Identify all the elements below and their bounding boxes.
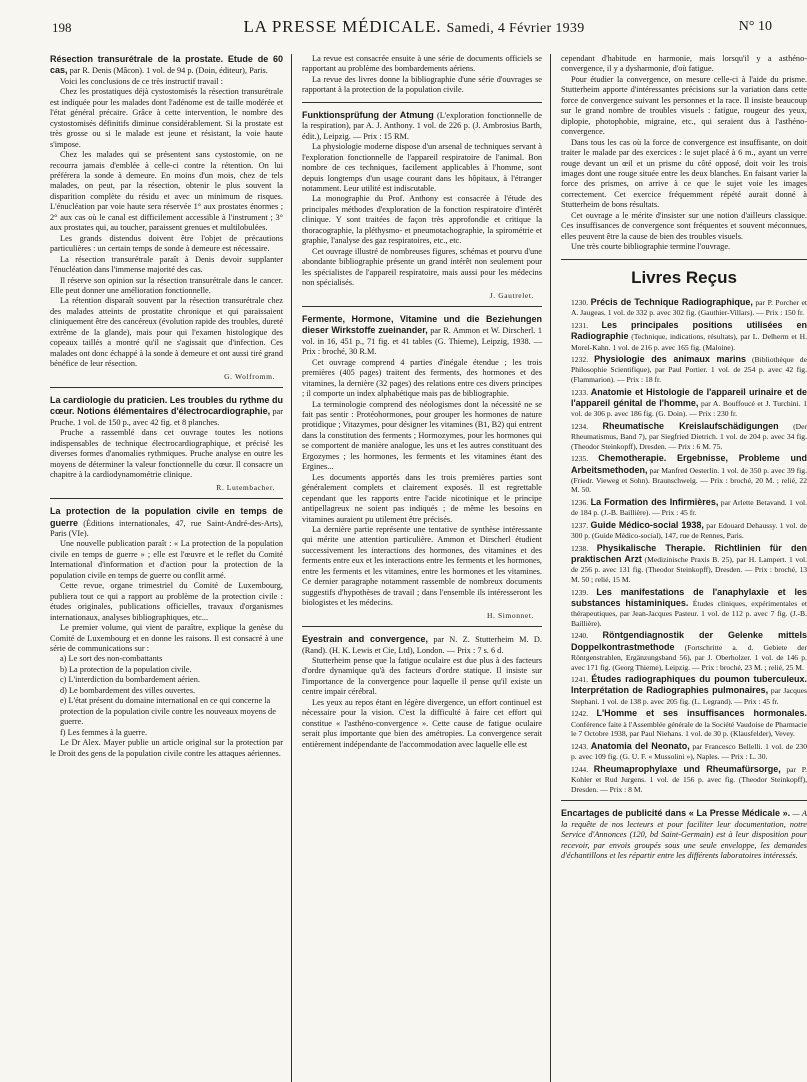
review-title: Résection transurétrale de la prostate. Etude de 60 cas,: [50, 54, 283, 76]
issue-number: N° 10: [738, 19, 772, 34]
book-details: Conférence faite à l'Assemblée générale de la Société Vaudoise de Pharmacie le 7 Octobre 1938, par Paul Niehans. 1 vol. de 30 p. (Klausfelder), Vevey.: [571, 719, 807, 739]
review-eyestrain: [302, 634, 542, 750]
book-title: Les manifestations de l'anaphylaxie et les substances histaminiques.: [571, 586, 807, 608]
column-2: [302, 54, 551, 1082]
review-paragraph: Une nouvelle publication paraît : « La protection de la population civile en temps de guerre » ; elle est l'œuvre et le reflet du Comité International d'information et d'action pour la protection de la population civile en temps de guerre ou conflit armé.: [50, 539, 283, 580]
section-divider: [302, 626, 542, 627]
book-entry: [561, 587, 807, 629]
review-citation: par R. Ammon et W. Dirscherl. 1 vol. in 16, 451 p., 71 fig. et 41 tables (G. Thieme), Leipzig, 1938. — Prix : broché, 30 R.M.: [302, 326, 542, 357]
list-item: d) Le bombardement des villes ouvertes.: [60, 685, 196, 695]
review-paragraph: Pour étudier la convergence, on mesure celle-ci à l'aide du prisme. Stutterheim apporte d'intéressantes précisions sur la variation dans cette force de convergence suivant les personnes et la race. Il insiste beaucoup sur le grand nombre de troubles visuels : fatigue, rougeur des yeux, diplopie, photophobie, migraine, etc., qui seraient dus à l'asthéno-convergence.: [561, 74, 807, 137]
notice-title: Encartages de publicité dans « La Presse Médicale ».: [561, 808, 791, 819]
book-title: Rheumaprophylaxe und Rheumafürsorge,: [593, 763, 781, 774]
masthead: [50, 14, 778, 42]
review-paragraph: Cet ouvrage a le mérite d'insister sur une notion d'ailleurs classique. Ces insuffisances de convergence sont fréquentes et souvent méconnues, elles peuvent être la cause de bien des troubles visuels.: [561, 210, 807, 241]
list-item: b) La protection de la population civile.: [60, 664, 192, 674]
book-details: par Manfred Oesterlin. 1 vol. de 350 p. avec 39 fig. (Friedr. Vieweg et Sohn). Braunschweig. — Prix : broché, 20 M. ; relié, 22 M. 50.: [571, 465, 807, 495]
book-details: (Der Rheumatismus, Band 7), par Siegfried Dietrich. 1 vol. de 204 p. avec 34 fig. (Theodor Steinkopff), Dresden. — Prix : 6 M. 75.: [571, 421, 807, 451]
book-title: La Formation des Infirmières,: [590, 497, 719, 508]
review-atmung: [302, 110, 542, 300]
book-title: Anatomia del Neonato,: [590, 740, 690, 751]
review-protection-civile-cont: [302, 54, 542, 96]
book-number: 1243.: [571, 741, 589, 751]
book-title: Précis de Technique Radiographique,: [590, 297, 753, 308]
column-3: [561, 54, 807, 1082]
review-citation: par Pruche. 1 vol. de 150 p., avec 42 fig. et 8 planches.: [50, 407, 283, 427]
section-divider: [561, 800, 807, 801]
book-entry: [561, 387, 807, 419]
review-eyestrain-cont: [561, 54, 807, 253]
list-item: c) L'interdiction du bombardement aérien.: [60, 675, 200, 685]
review-paragraph: La résection transurétrale paraît à Denis devoir supplanter l'énucléation dans l'immense majorité des cas.: [50, 254, 283, 275]
review-paragraph: Les grands distendus doivent être l'objet de précautions particulières : un certain temps de sonde à demeure est nécessaire.: [50, 233, 283, 254]
list-item: f) Les femmes à la guerre.: [60, 727, 148, 737]
book-title: Chemotherapie. Ergebnisse, Probleme und Arbeitsmethoden,: [571, 453, 807, 475]
book-number: 1232.: [571, 355, 589, 365]
list-item: a) Le sort des non-combattants: [60, 654, 163, 664]
review-title: La protection de la population civile en temps de guerre: [50, 506, 283, 528]
book-details: par Jacques Stephani. 1 vol. de 138 p. avec 205 fig. (L. Legrand). — Prix : 45 fr.: [571, 686, 807, 706]
review-paragraph: La revue est consacrée ensuite à une série de documents officiels se rapportant au problème des bombardements aériens.: [302, 54, 542, 74]
book-details: (Bibliothèque de Philosophie Scientifique), par Paul Portier. 1 vol. de 254 p. avec 42 fig. (Flammarion). — Prix : 18 fr.: [571, 355, 807, 385]
column-1: [50, 54, 292, 1082]
review-paragraph: La monographie du Prof. Anthony est consacrée à l'étude des principales méthodes d'exploration de la fonction respiratoire d'intérêt clinique. Y sont traitées de façon très approfondie et critique la thoracographie, la pléthysmo- et pneumotachographie, la spirométrie et graphie, l'analyse des gaz respiratoires, etc., etc.: [302, 194, 542, 246]
section-divider: [302, 306, 542, 307]
book-details: (Fortschritte a. d. Gebiete der Röntgenstrahlen, Ergänzungsband 56), par J. Oberholzer. 1 vol. de 146 p. avec 171 fig. (Georg Thieme), Leipzig. — Prix : broché, 23 M. ; relié, 25 M.: [571, 642, 807, 672]
book-title: Guide Médico-social 1938,: [590, 519, 704, 530]
book-entry: [561, 453, 807, 495]
livres-recus-heading: Livres Reçus: [631, 267, 737, 287]
book-title: Études radiographiques du poumon tuberculeux. Interprétation de Radiographies pulmonaires,: [571, 674, 807, 696]
book-title: Rheumatische Kreislaufschädigungen: [602, 420, 779, 431]
book-title: L'Homme et ses insuffisances hormonales.: [596, 708, 807, 719]
review-title: Funktionsprüfung der Atmung: [302, 109, 434, 120]
review-paragraph: Le premier volume, qui vient de paraître, explique la genèse du Comité de Luxembourg et en donne les raisons. Il est consacré à une série de communications sur :: [50, 623, 283, 653]
book-entry: [561, 764, 807, 794]
books-received-list: [561, 297, 807, 794]
review-paragraph: Il réserve son opinion sur la résection transurétrale dans le cancer. Elle peut donner une amélioration fonctionnelle.: [50, 275, 283, 295]
book-entry: [561, 354, 807, 384]
book-number: 1233.: [571, 387, 589, 397]
book-title: Röntgendiagnostik der Gelenke mittels Doppelkontrastmethode: [571, 630, 807, 652]
review-paragraph: Voici les conclusions de ce très instructif travail :: [60, 76, 223, 86]
list-item: e) L'état présent du domaine international en ce qui concerne la protection de la population civile contre les nouveaux moyens de guerre.: [60, 696, 276, 727]
review-paragraph: La rétention disparaît souvent par la résection transurétrale chez des malades atteints de prostatite chronique et qui paraissaient cliniquement être des cancéreux (évolution rapide des troubles, dureté extrême de la glande), mais pour qui l'examen histologique des copeaux taillés a montré qu'il ne s'agissait que d'infection. Ces malades ont donc échappé à la sonde à demeure et ont aussi tiré grand bénéfice de leur résection.: [50, 296, 283, 369]
book-details: par P. Kohler et Rud Jurgens. 1 vol. de 156 p. avec fig. (Theodor Steinkopff), Dresden. — Prix : 8 M.: [571, 764, 807, 794]
review-paragraph: Une très courte bibliographie termine l'ouvrage.: [571, 242, 731, 252]
review-citation: (L'exploration fonctionnelle de la respiration), par A. J. Anthony. 1 vol. de 226 p. (J. Ambrosius Barth, édit.), Leipzig. — Prix : 15 RM.: [302, 110, 542, 141]
section-divider: [561, 259, 807, 260]
book-number: 1244.: [571, 764, 589, 774]
book-details: par A. Bouffoucé et J. Turchini. 1 vol. de 306 p. avec 186 fig. (G. Doin). — Prix : 230 fr.: [571, 398, 807, 419]
reviewer-signature: H. Simonnet.: [487, 610, 534, 620]
section-divider: [302, 102, 542, 103]
book-number: 1240.: [571, 631, 589, 641]
reviewer-signature: G. Wolfromm.: [224, 371, 275, 381]
review-paragraph: La terminologie comprend des néologismes dont la nécessité ne se fait pas sentir : Protéohormones, pour grouper les hormones de nature protidique ; Vitazymes, pour désigner les vitamines (B1, B2) qui entrent dans la constitution des ferments ; Hormozymes, pour les hormones qui se comportent de manière analogue, les uns et les autres constituant des Ergozymes ; les hormones, les ferments et les vitamines étant des Ergines...: [302, 399, 542, 472]
book-number: 1238.: [571, 543, 589, 553]
reviewer-signature: J. Gautrelet.: [489, 290, 534, 300]
review-title: Eyestrain and convergence,: [302, 634, 429, 645]
review-paragraph: Les documents apportés dans les trois premières parties sont généralement complets et clairement exposés. Il est regrettable cependant que les rapports entre l'acide nicotinique et le principe antipellagreux ne soient pas indiqués ; de même les besoins en vitamines auraient pu utilement être précisés.: [302, 472, 542, 524]
book-title: Physikalische Therapie. Richtlinien für den praktischen Arzt: [571, 542, 807, 565]
section-divider: [50, 387, 283, 388]
book-number: 1230.: [571, 298, 589, 308]
book-number: 1236.: [571, 498, 589, 508]
book-number: 1242.: [571, 709, 589, 719]
review-paragraph: Les yeux au repos étant en légère divergence, un effort continuel est nécessaire pour la vision. C'est la difficulté à faire cet effort qui constitue « l'asthéno-convergence ». Cette cause de fatigue oculaire serait plus importante que bien des amétropies. La convergence serait entièrement indépendante de l'accommodation avec laquelle elle est: [302, 697, 542, 749]
book-details: par Edouard Dehaussy. 1 vol. de 300 p. (Guide Médico-social), 147, rue de Rennes, Paris.: [571, 520, 807, 541]
book-number: 1241.: [571, 675, 589, 685]
review-paragraph: La dernière partie représente une tentative de synthèse intéressante qui mérite une attention particulière. Ammon et Dirscherl étudient successivement les interactions des hormones, des vitamines et des ferments entre eux et les interactions entre les ferments et les hormones, entre les ferments et les vitamines, entre les hormones et les vitamines. Ce dernier paragraphe notamment rassemble de nombreux documents suggestifs d'hypothèses de travail ; dans l'ensemble ils intéresseront les biologistes et les médecins.: [302, 525, 542, 608]
book-number: 1231.: [571, 320, 589, 330]
book-entry: [561, 320, 807, 352]
review-paragraph: cependant d'habitude en harmonie, mais lorsqu'il y a asthéno-convergence, il y a dysharmonie, d'où fatigue.: [561, 54, 807, 74]
book-entry: [561, 421, 807, 451]
review-citation: par N. Z. Stutterheim M. D. (Rand). (H. K. Lewis et Cie, Ltd), London. — Prix : 7 s. 6 d.: [302, 635, 542, 655]
review-protection-civile: [50, 506, 283, 759]
book-details: par Arlette Betavand. 1 vol. de 184 p. (J.-B. Baillière). — Prix : 45 fr.: [571, 498, 807, 518]
review-paragraph: Le Dr Alex. Mayer publie un article original sur la protection par le Droit des gens de la population civile contre les attaques aériennes.: [50, 738, 283, 758]
book-title: Les principales positions utilisées en Radiographie: [571, 319, 807, 342]
book-entry: [561, 497, 807, 518]
review-paragraph: Chez les prostatiques déjà cystostomisés la résection transurétrale est indiquée pour les malades dont l'adénome est de taille modérée et l'état général précaire. Grâce à cette intervention, le nombre des cystostomisés définitifs diminue considérablement. Si la prostate est très grosse ou si le malade est jeune et résistant, la voie haute s'impose.: [50, 87, 283, 149]
issue-date: Samedi, 4 Février 1939: [446, 21, 585, 36]
notice-text: — A la requête de nos lecteurs et pour faciliter leur documentation, notre Service d'Annonces (120, bd Saint-Germain) est à leur disposition pour recevoir, par envois groupés sous une seule enveloppe, les demandes d'échantillons et les répartir entre les différents laboratoires intéressés.: [561, 809, 807, 860]
review-paragraph: Cet ouvrage illustré de nombreuses figures, schémas et pourvu d'une abondante bibliographie présente un grand intérêt non seulement pour les spécialistes de l'appareil respiratoire, mais aussi pour les médecins non spécialisés.: [302, 246, 542, 288]
book-number: 1237.: [571, 520, 589, 530]
book-entry: [561, 674, 807, 706]
review-citation: par R. Denis (Mâcon). 1 vol. de 94 p. (Doin, éditeur), Paris.: [67, 66, 268, 76]
book-details: Études cliniques, expérimentales et thérapeutiques, par Jean-Jacques Pasteur. 1 vol. de 112 p. avec 7 fig. (J.-B. Baillière).: [571, 598, 807, 628]
journal-title: [50, 16, 778, 38]
review-paragraph: La revue des livres donne la bibliographie d'une série d'ouvrages se rapportant à la protection de la population civile.: [302, 74, 542, 95]
review-paragraph: Dans tous les cas où la force de convergence est insuffisante, on doit traiter le malade par des exercices : le sujet placé à 6 m., ayant un verre rouge devant un œil et un prisme du côté opposé, doit voir les trois images dont une rouge située entre les deux blanches. En faisant varier la force des prismes, on arrive à ce que le sujet voie les images correctement. Cet exercice fréquemment répété aurait donné à Stutterheim de bons résultats.: [561, 137, 807, 210]
reviewer-signature: R. Lutembacher.: [216, 482, 275, 492]
review-citation: (Éditions internationales, 47, rue Saint-André-des-Arts), Paris (VIe).: [50, 518, 283, 538]
encartages-notice: [561, 808, 807, 861]
book-details: par P. Porcher et A. Jaugeas. 1 vol. de 332 p. avec 302 fig. (Gauthier-Villars). — Prix : 150 fr.: [571, 298, 807, 318]
book-entry: [561, 630, 807, 672]
review-cardiologie: [50, 395, 283, 492]
review-paragraph: Pruche a rassemblé dans cet ouvrage toutes les notions indispensables de technique électrocardiographique, et précisé les diverses formes d'anomalies rythmiques. Pruche analyse en outre les moyens de déterminer la valeur fonctionnelle du cœur. Il consacre un chapitre à la cardiodynamométrie clinique.: [50, 428, 283, 480]
review-paragraph: Cet ouvrage comprend 4 parties d'inégale étendue ; les trois premières (405 pages) traitent des ferments, des hormones et des vitamines, la dernière (32 pages) des relations entre ces divers principes ; il comporte un index alphabétique mais pas de bibliographie.: [302, 357, 542, 399]
book-number: 1239.: [571, 587, 589, 597]
book-details: (Medizinische Praxis B. 25), par H. Lampert. 1 vol. de 256 p. avec 131 fig. (Theodor Steinkopff), Dresden. — Prix : broché, 13 M. 50 ; relié, 15 M.: [571, 555, 807, 585]
book-details: par Francesco Bellelli. 1 vol. de 230 p. avec 109 fig. (G. U. F. « Mussolini »), Naples. — Prix : L. 30.: [571, 741, 807, 762]
book-details: (Technique, indications, résultats), par L. Delherm et H. Morel-Kahn. 1 vol. de 216 p. avec 165 fig. (Maloine).: [571, 332, 807, 352]
review-paragraph: La physiologie moderne dispose d'un arsenal de techniques servant à l'exploration fonctionnelle de l'appareil respiratoire de l'animal. Bon nombre de ces techniques, facilement applicables à l'homme, sont depuis longtemps d'un usage courant dans les hôpitaux, à l'étranger notamment. Leur utilité est indiscutable.: [302, 142, 542, 193]
book-entry: [561, 708, 807, 738]
review-title: La cardiologie du praticien. Les troubles du rythme du cœur. Notions élémentaires d'électrocardiographie,: [50, 395, 283, 417]
communications-list: [50, 654, 283, 738]
book-entry: [561, 543, 807, 585]
book-number: 1235.: [571, 454, 589, 464]
journal-name: LA PRESSE MÉDICALE.: [243, 17, 442, 36]
book-title: Physiologie des animaux marins: [594, 354, 747, 365]
review-resection: [50, 54, 283, 381]
book-entry: [561, 741, 807, 762]
review-title: Fermente, Hormone, Vitamine und die Beziehungen dieser Wirkstoffe zueinander,: [302, 313, 542, 336]
book-title: Anatomie et Histologie de l'appareil urinaire et de l'appareil génital de l'homme,: [571, 386, 807, 408]
book-entry: [561, 297, 807, 318]
review-fermente: [302, 314, 542, 620]
review-paragraph: Cette revue, organe trimestriel du Comité de Luxembourg, publiera tout ce qui a rapport au problème de la protection civile : études originales, publications officielles, travaux d'organismes internationaux, analyses bibliographiques, etc...: [50, 581, 283, 622]
section-divider: [50, 498, 283, 499]
book-number: 1234.: [571, 421, 589, 431]
page-number: 198: [52, 20, 72, 35]
book-entry: [561, 520, 807, 541]
review-paragraph: Chez les malades qui se présentent sans cystostomie, on ne recourra jamais d'emblée à celle-ci contre la rétention. On lui préférera la sonde à demeure. En moins d'un mois, chez de tels malades, on peut, par la résection, obtenir le plus souvent la disparition complète du résidu et avec un minimum de risques. L'énucléation par voie haute sera réservée 1° aux prostates énormes ; 2° aux cas où le canal est difficilement accessible à l'instrument ; 3° aux prostates qui, au toucher, paraissent grenues et multilobulées.: [50, 150, 283, 233]
review-paragraph: Stutterheim pense que la fatigue oculaire est due plus à des facteurs d'ordre dynamique qu'à des facteurs d'ordre statique. Il insiste sur l'importance de la convergence pour laquelle il pense qu'il existe un centre impair cérébral.: [302, 655, 542, 697]
